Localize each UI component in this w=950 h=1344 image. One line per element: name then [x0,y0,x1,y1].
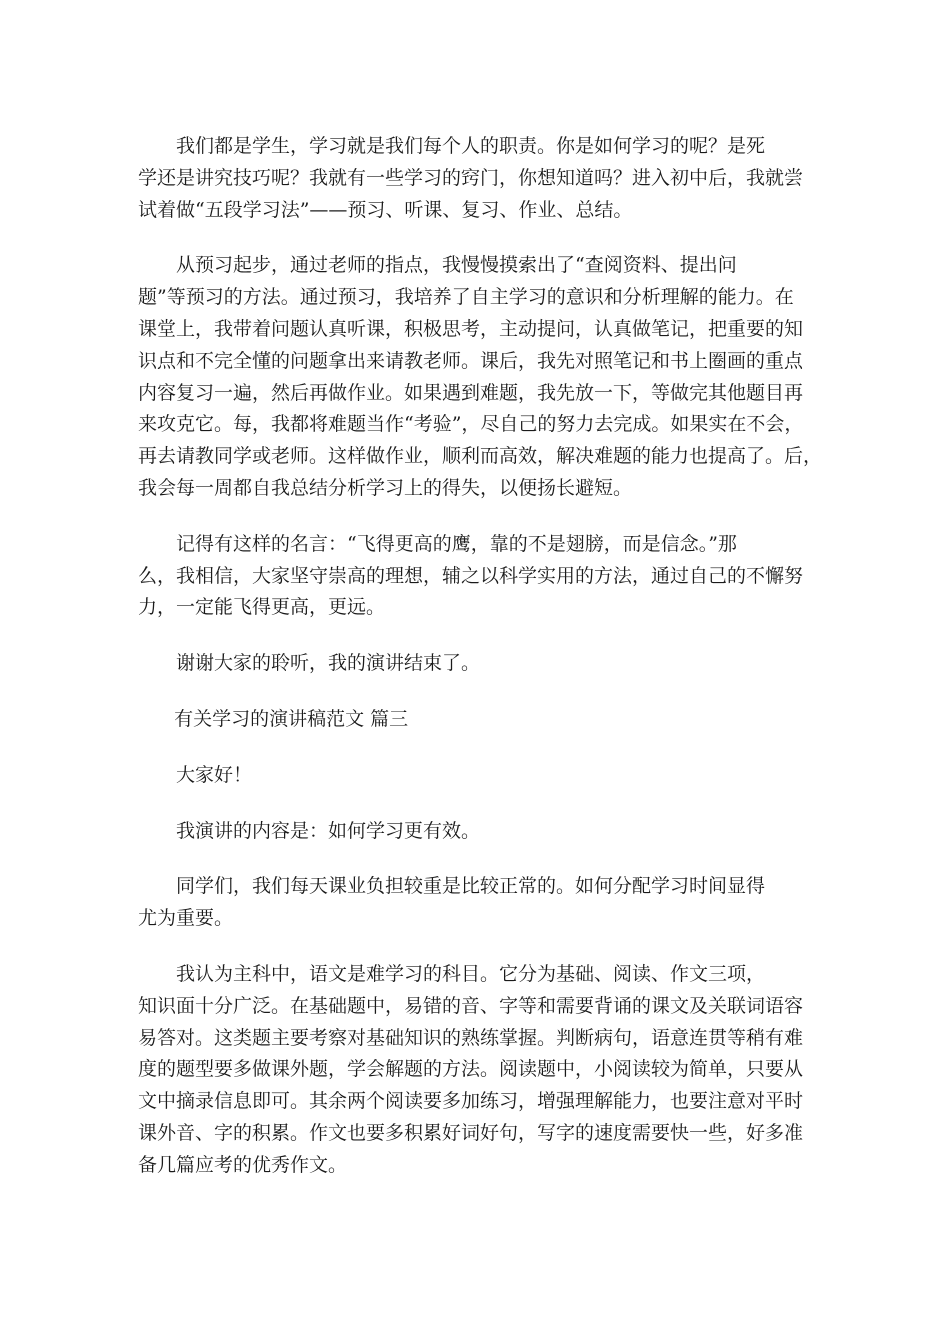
text-line: 再去请教同学或老师。这样做作业，顺利而高效，解决难题的能力也提高了。后， [138,445,823,468]
text-line: 来攻克它。每，我都将难题当作“考验”，尽自己的努力去完成。如果实在不会， [138,413,804,436]
text-line: 我会每一周都自我总结分析学习上的得失，以便扬长避短。 [138,476,633,499]
text-line: 试着做“五段学习法”——预习、听课、复习、作业、总结。 [138,198,633,221]
text-line: 易答对。这类题主要考察对基础知识的熟练掌握。判断病句，语意连贯等稍有难 [138,1026,804,1049]
text-line: 尤为重要。 [138,907,234,930]
paragraph-chinese-subject [138,959,822,1182]
text-line: 课堂上，我带着问题认真听课，积极思考，主动提问，认真做笔记，把重要的知 [138,317,804,340]
text-line: 力，一定能飞得更高，更远。 [138,596,386,619]
text-line: 识点和不完全懂的问题拿出来请教老师。课后，我先对照笔记和书上圈画的重点 [138,349,804,372]
text-line: 同学们，我们每天课业负担较重是比较正常的。如何分配学习时间显得 [176,875,766,898]
text-line: 我认为主科中，语文是难学习的科目。它分为基础、阅读、作文三项， [176,962,766,985]
text-line: 么，我相信，大家坚守崇高的理想，辅之以科学实用的方法，通过自己的不懈努 [138,564,804,587]
text-line: 从预习起步，通过老师的指点，我慢慢摸索出了“查阅资料、提出问 [176,254,737,277]
text-line: 备几篇应考的优秀作文。 [138,1153,348,1176]
text-line: 题”等预习的方法。通过预习，我培养了自主学习的意识和分析理解的能力。在 [138,286,794,309]
text-line: 我们都是学生，学习就是我们每个人的职责。你是如何学习的呢？是死 [176,135,766,157]
paragraph-preview-method [138,250,822,504]
text-line: 记得有这样的名言：“飞得更高的鹰，靠的不是翅膀，而是信念。”那 [176,532,737,555]
paragraph-closing-thanks [138,648,822,680]
paragraph-greeting [138,760,822,792]
text-line: 我演讲的内容是：如何学习更有效。 [176,819,481,842]
paragraph-speech-topic [138,816,822,848]
text-line: 谢谢大家的聆听，我的演讲结束了。 [176,652,481,675]
text-line: 知识面十分广泛。在基础题中，易错的音、字等和需要背诵的课文及关联词语容 [138,994,804,1017]
text-line: 文中摘录信息即可。其余两个阅读要多加练习，增强理解能力，也要注意对平时 [138,1090,804,1113]
text-line: 大家好！ [176,763,253,786]
text-line: 度的题型要多做课外题，学会解题的方法。阅读题中，小阅读较为简单，只要从 [138,1058,804,1081]
paragraph-study-methods-intro [138,131,822,226]
paragraph-time-allocation [138,871,822,935]
text-line: 课外音、字的积累。作文也要多积累好词好句，写字的速度需要快一些，好多准 [138,1121,804,1144]
text-line: 学还是讲究技巧呢？我就有一些学习的窍门，你想知道吗？进入初中后，我就尝 [138,166,804,189]
paragraph-famous-quote [138,529,822,624]
text-line: 内容复习一遍，然后再做作业。如果遇到难题，我先放一下，等做完其他题目再 [138,381,804,404]
document-page [138,131,822,1182]
section-heading: 有关学习的演讲稿范文 篇三 [174,707,409,730]
